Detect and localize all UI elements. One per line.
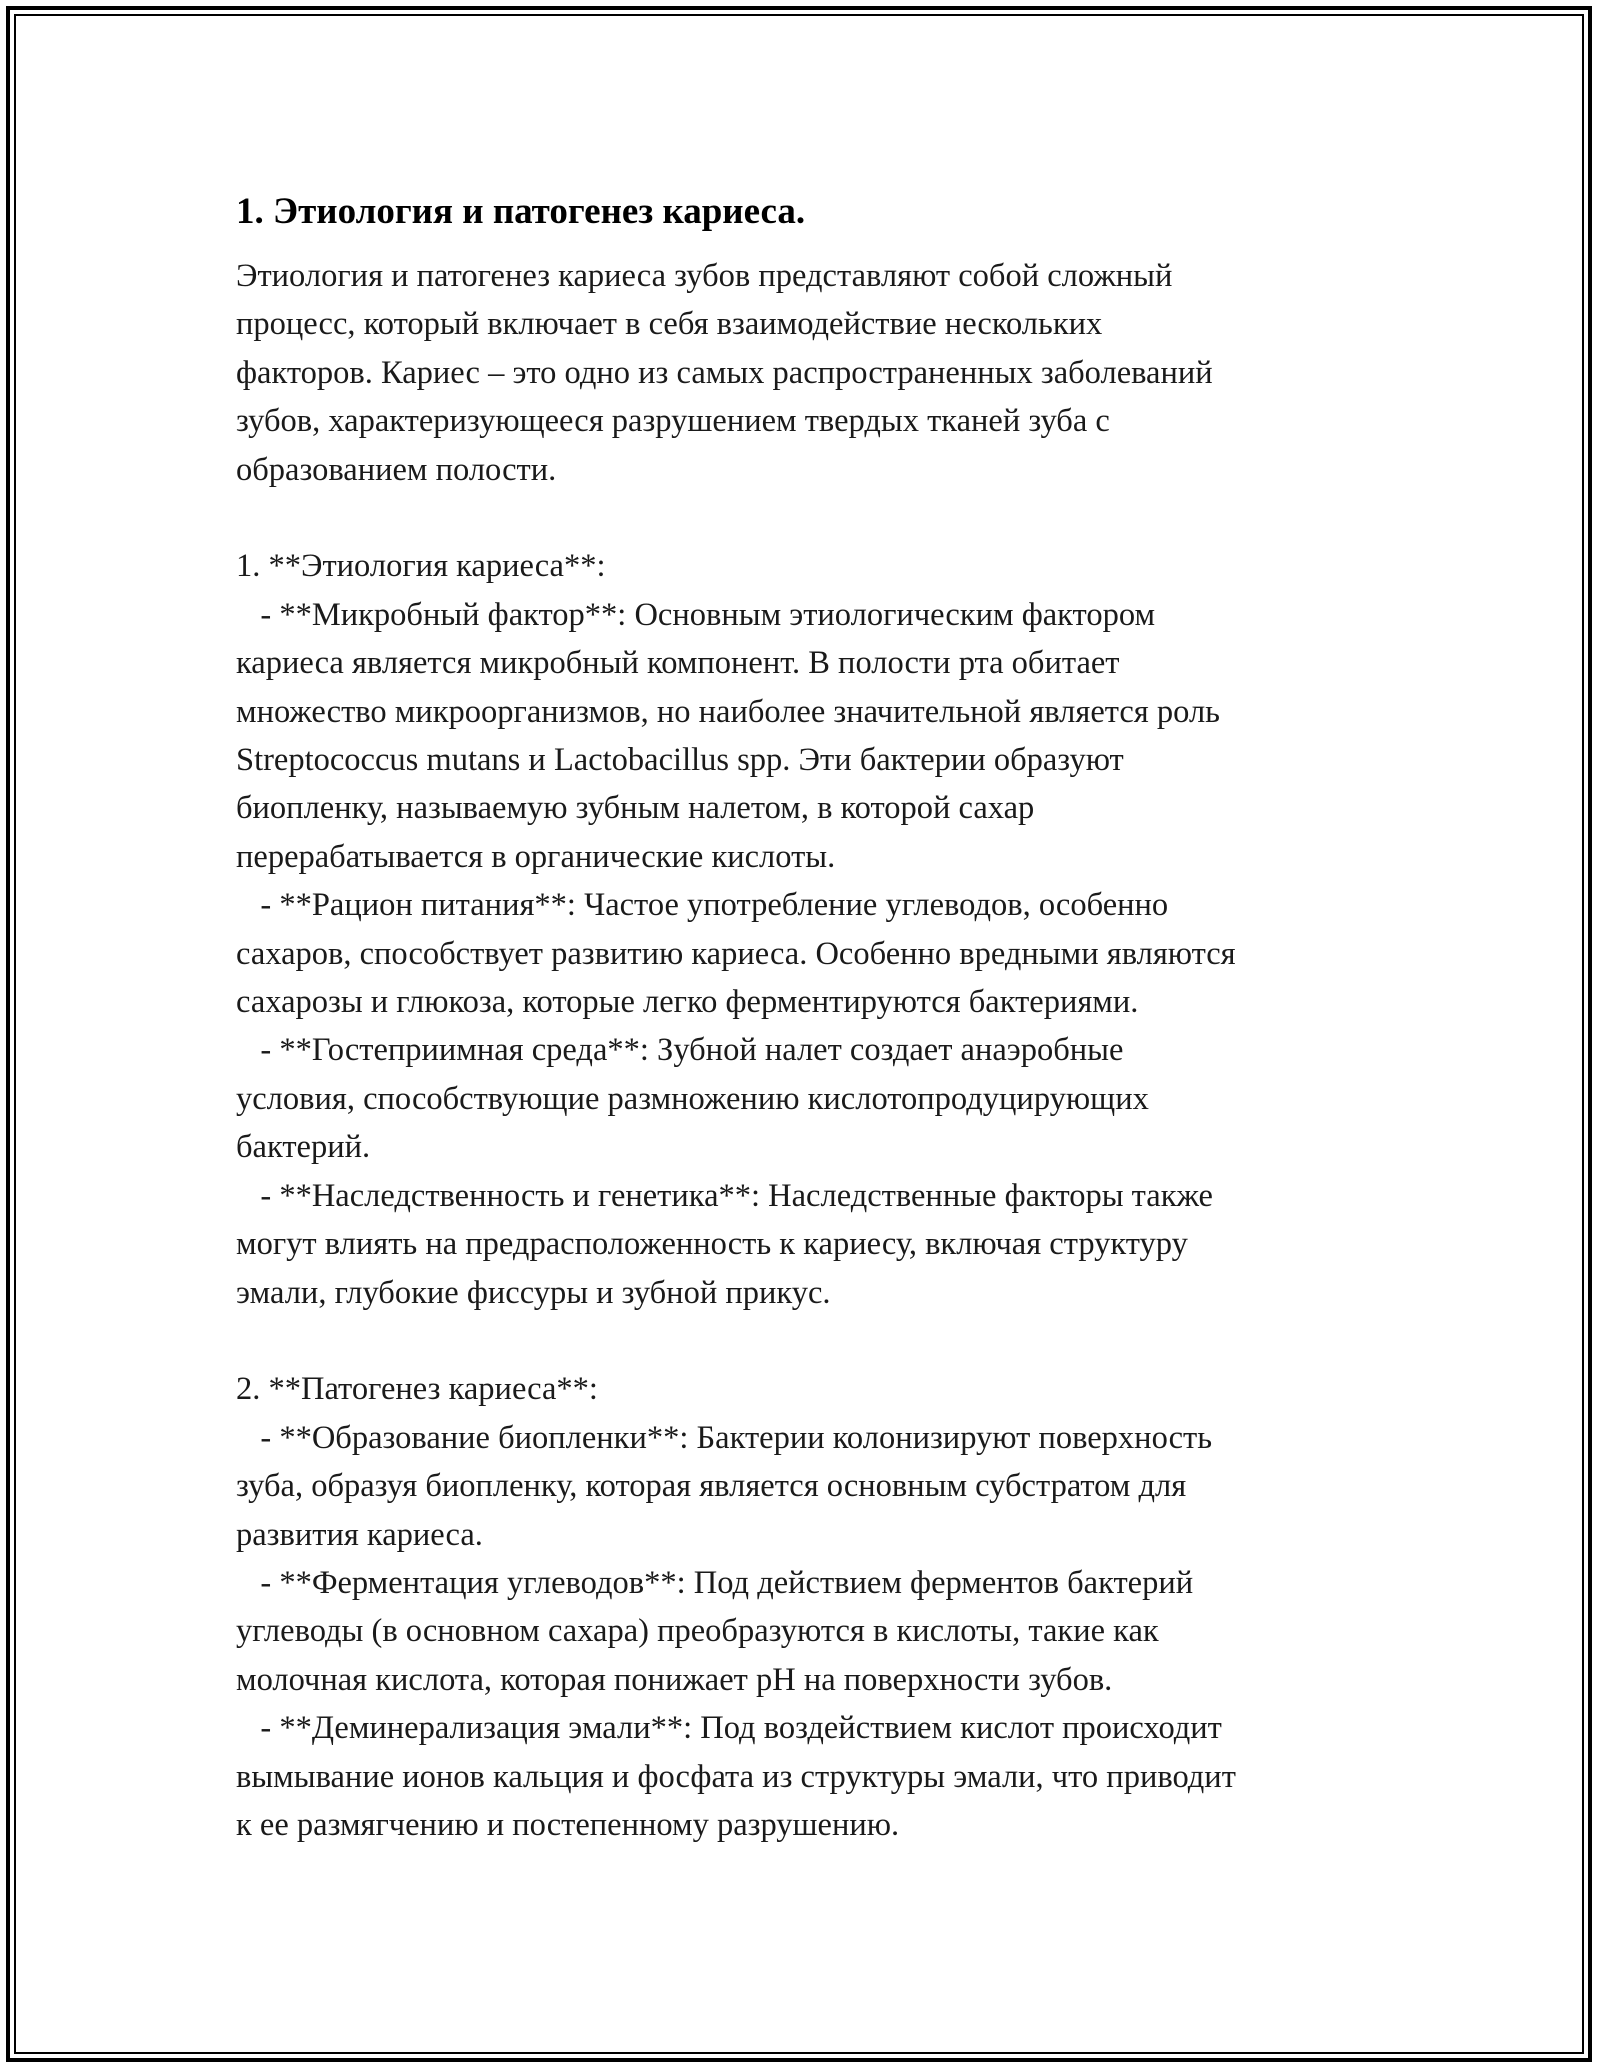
pathogenesis-line: зуба, образуя биопленку, которая является основным субстратом для xyxy=(236,1468,1187,1505)
pathogenesis-section xyxy=(236,1365,1376,1849)
intro-line: факторов. Кариес – это одно из самых распространенных заболеваний xyxy=(236,354,1213,391)
etiology-line: множество микроорганизмов, но наиболее значительной является роль xyxy=(236,693,1220,730)
etiology-line: сахаров, способствует развитию кариеса. Особенно вредными являются xyxy=(236,935,1236,972)
etiology-line: бактерий. xyxy=(236,1129,371,1166)
etiology-line: перерабатывается в органические кислоты. xyxy=(236,838,836,875)
document-body xyxy=(236,186,1376,1849)
etiology-line: Streptococcus mutans и Lactobacillus spp. Эти бактерии образуют xyxy=(236,742,1124,779)
pathogenesis-line: углеводы (в основном сахара) преобразуются в кислоты, такие как xyxy=(236,1613,1159,1650)
intro-line: процесс, который включает в себя взаимодействие нескольких xyxy=(236,306,1103,343)
pathogenesis-line: - **Образование биопленки**: Бактерии колонизируют поверхность xyxy=(236,1419,1213,1456)
pathogenesis-line: вымывание ионов кальция и фосфата из структуры эмали, что приводит xyxy=(236,1758,1236,1795)
etiology-line: кариеса является микробный компонент. В полости рта обитает xyxy=(236,645,1120,682)
pathogenesis-line: к ее размягчению и постепенному разрушению. xyxy=(236,1806,900,1843)
etiology-section xyxy=(236,542,1376,1317)
etiology-line: эмали, глубокие фиссуры и зубной прикус. xyxy=(236,1274,831,1311)
pathogenesis-line: развития кариеса. xyxy=(236,1516,483,1553)
intro-line: Этиология и патогенез кариеса зубов представляют собой сложный xyxy=(236,258,1173,294)
intro-paragraph xyxy=(236,252,1376,494)
etiology-line: сахарозы и глюкоза, которые легко ферментируются бактериями. xyxy=(236,984,1139,1021)
intro-line: образованием полости. xyxy=(236,451,557,488)
etiology-line: - **Рацион питания**: Частое употребление углеводов, особенно xyxy=(236,887,1169,924)
pathogenesis-title: 2. **Патогенез кариеса**: xyxy=(236,1371,598,1408)
intro-line: зубов, характеризующееся разрушением твердых тканей зуба с xyxy=(236,403,1110,440)
etiology-line: - **Гостеприимная среда**: Зубной налет создает анаэробные xyxy=(236,1032,1124,1069)
etiology-line: - **Микробный фактор**: Основным этиологическим фактором xyxy=(236,596,1156,633)
etiology-line: - **Наследственность и генетика**: Наследственные факторы также xyxy=(236,1177,1213,1214)
document-heading: 1. Этиология и патогенез кариеса. xyxy=(236,191,806,232)
pathogenesis-line: молочная кислота, которая понижает pH на поверхности зубов. xyxy=(236,1661,1113,1698)
pathogenesis-line: - **Деминерализация эмали**: Под воздействием кислот происходит xyxy=(236,1710,1222,1747)
etiology-line: биопленку, называемую зубным налетом, в которой сахар xyxy=(236,790,1035,827)
etiology-title: 1. **Этиология кариеса**: xyxy=(236,548,606,585)
pathogenesis-line: - **Ферментация углеводов**: Под действием ферментов бактерий xyxy=(236,1564,1194,1601)
etiology-line: могут влиять на предрасположенность к кариесу, включая структуру xyxy=(236,1226,1188,1263)
etiology-line: условия, способствующие размножению кислотопродуцирующих xyxy=(236,1080,1149,1117)
